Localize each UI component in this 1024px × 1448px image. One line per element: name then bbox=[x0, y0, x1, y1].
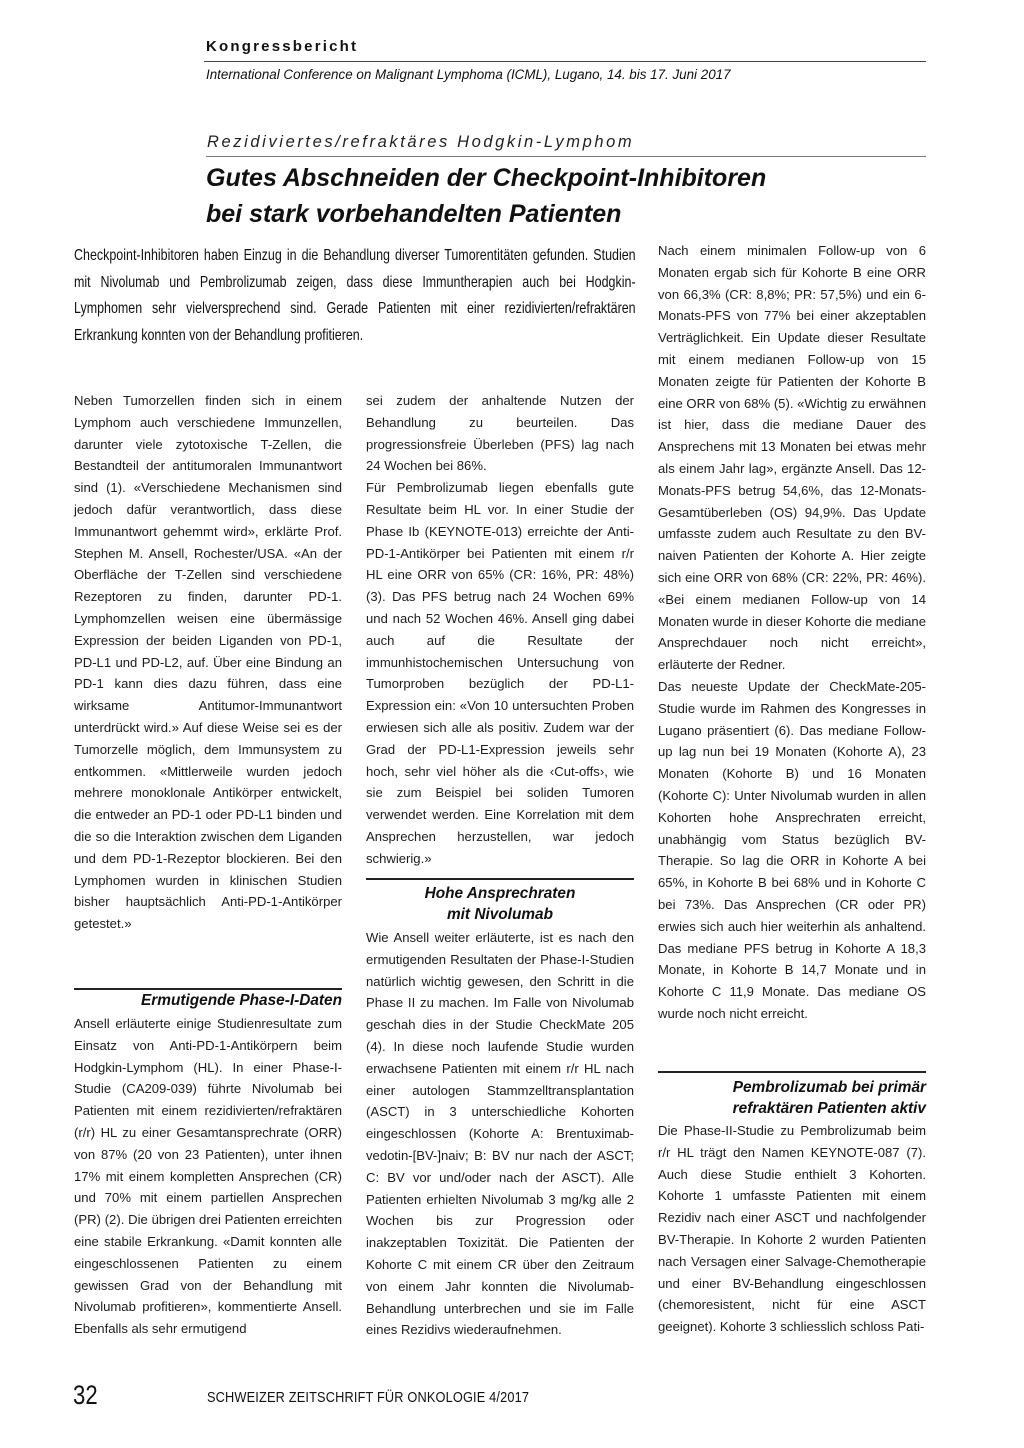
title-line-1: Gutes Abschneiden der Checkpoint-Inhibitoren bbox=[206, 164, 767, 192]
section-rule-2 bbox=[366, 878, 634, 880]
col3-paragraph-1: Nach einem minimalen Follow-up von 6 Monaten ergab sich für Kohorte B eine ORR von 66,3% (CR: 8,8%; PR: 57,5%) und ein 6-Monats-PFS von 77% bei einer akzeptablen Verträglichkeit. Ein Update dieser Resultate mit einem medianen Follow-up von 15 Monaten zeigte für Patienten der Kohorte B eine ORR von 68% (5). «Wichtig zu erwähnen ist hier, dass die mediane Dauer des Ansprechens mit 13 Monaten bei etwas mehr als einem Jahr lag», ergänzte Ansell. Das 12-Monats-PFS betrug 54,6%, das 12-Monats-Gesamtüberleben (OS) 94,9%. Das Update umfasste zudem auch Resultate zu den BV-naiven Patienten der Kohorte A. Hier zeigte sich eine ORR von 68% (CR: 22%, PR: 46%). «Bei einem medianen Follow-up von 14 Monaten wurde in dieser Kohorte die mediane Ansprechdauer noch nicht erreicht», erläuterte der Redner. bbox=[658, 243, 926, 673]
article-kicker: Rezidiviertes/refraktäres Hodgkin-Lymphom bbox=[207, 133, 635, 151]
column-2 bbox=[366, 390, 634, 870]
section-heading-nivolumab bbox=[366, 883, 634, 925]
page-number: 32 bbox=[73, 1380, 98, 1410]
col2-paragraph-1: sei zudem der anhaltende Nutzen der Behandlung zu beurteilen. Das progressionsfreie Überleben (PFS) lag nach 24 Wochen bei 86%. bbox=[366, 393, 634, 474]
conference-line: International Conference on Malignant Lymphoma (ICML), Lugano, 14. bis 17. Juni 2017 bbox=[206, 67, 731, 82]
col2-paragraph-3: Wie Ansell weiter erläuterte, ist es nach den ermutigenden Resultaten der Phase-I-Studien natürlich wichtig gewesen, den Schritt in die Phase II zu machen. Im Falle von Nivolumab geschah dies in der Studie CheckMate 205 (4). In diese noch laufende Studie wurden erwachsene Patienten mit einem r/r HL nach einer autologen Stammzelltransplantation (ASCT) in 3 unterschiedliche Kohorten eingeschlossen (Kohorte A: Brentuximab-vedotin-[BV-]naiv; B: BV nur nach der ASCT; C: BV vor und/oder nach der ASCT). Alle Patienten erhielten Nivolumab 3 mg/kg alle 2 Wochen bis zur Progression oder inakzeptablen Toxizität. Die Patienten der Kohorte C mit einem CR über den Zeitraum von einem Jahr konnten die Nivolumab-Behandlung unterbrechen und sie im Falle eines Rezidivs wiederaufnehmen. bbox=[366, 930, 634, 1338]
header-divider bbox=[204, 61, 926, 62]
heading-line-2: refraktären Patienten aktiv bbox=[732, 1100, 926, 1117]
section-heading-phase-1: Ermutigende Phase-I-Daten bbox=[141, 992, 342, 1009]
column-3 bbox=[658, 240, 926, 1025]
journal-name: SCHWEIZER ZEITSCHRIFT FÜR ONKOLOGIE 4/2017 bbox=[207, 1389, 530, 1406]
kicker-divider bbox=[206, 156, 926, 157]
heading-line-1: Pembrolizumab bei primär bbox=[732, 1079, 926, 1096]
heading-line-1: Hohe Ansprechraten bbox=[424, 885, 576, 902]
lead-text: Checkpoint-Inhibitoren haben Einzug in die Behandlung diverser Tumorentitäten gefunden. Studien mit Nivolumab und Pembrolizumab zeigen, dass diese Immuntherapien auch bei Hodgkin-Lymphomen sehr vielversprechend sind. Gerade Patienten mit einer rezidivierten/refraktären Erkrankung konnten von der Behandlung profitieren. bbox=[74, 247, 636, 344]
col3-paragraph-2: Das neueste Update der CheckMate-205-Studie wurde im Rahmen des Kongresses in Lugano präsentiert (6). Das mediane Follow-up lag nun bei 19 Monaten (Kohorte A), 23 Monaten (Kohorte B) und 16 Monaten (Kohorte C): Unter Nivolumab wurden in allen Kohorten hohe Ansprechraten erreicht, unabhängig vom Status bezüglich BV-Therapie. So lag die ORR in Kohorte A bei 65%, in Kohorte B bei 68% und in Kohorte C bei 73%. Das Ansprechen (CR oder PR) erwies sich auch hier weiterhin als anhaltend. Das mediane PFS betrug in Kohorte A 18,3 Monate, in Kohorte B 14,7 Monate und in Kohorte C 11,9 Monate. Das mediane OS wurde noch nicht erreicht. bbox=[658, 678, 926, 1021]
col2-paragraph-2: Für Pembrolizumab liegen ebenfalls gute Resultate beim HL vor. In einer Studie der Phase Ib (KEYNOTE-013) erreichte der Anti-PD-1-Antikörper bei Patienten mit einem r/r HL eine ORR von 65% (CR: 16%, PR: 48%) (3). Das PFS betrug nach 24 Wochen 69% und nach 52 Wochen 46%. Ansell ging dabei auch auf die Resultate der immunhistochemischen Untersuchung von Tumorproben bezüglich der PD-L1-Expression ein: «Von 10 untersuchten Proben erwiesen sich alle als positiv. Zudem war der Grad der PD-L1-Expression jeweils sehr hoch, sehr viel höher als die ‹Cut-offs›, wie sie zum Beispiel bei soliden Tumoren verwendet werden. Eine Korrelation mit dem Ansprechen herzustellen, war jedoch schwierig.» bbox=[366, 480, 634, 866]
article-lead bbox=[74, 243, 636, 349]
col1-paragraph-2: Ansell erläuterte einige Studienresultate zum Einsatz von Anti-PD-1-Antikörpern beim Hodgkin-Lymphom (HL). In einer Phase-I-Studie (CA209-039) führte Nivolumab bei Patienten mit einem rezidivierten/refraktären (r/r) HL zu einer Gesamtansprechrate (ORR) von 87% (20 von 23 Patienten), unter ihnen 17% mit einem kompletten Ansprechen (CR) und 70% mit einem partiellen Ansprechen (PR) (2). Die übrigen drei Patienten erreichten eine stabile Erkrankung. «Damit konnten alle eingeschlossenen Patienten zu einem gewissen Grad von der Behandlung mit Nivolumab profitieren», kommentierte Ansell. Ebenfalls als sehr ermutigend bbox=[74, 1016, 342, 1337]
running-section-title: Kongressbericht bbox=[206, 38, 359, 55]
heading-line-2: mit Nivolumab bbox=[446, 906, 554, 923]
article-title bbox=[206, 160, 926, 232]
section-heading-pembrolizumab bbox=[658, 1077, 926, 1119]
column-3-cont bbox=[658, 1120, 926, 1338]
column-2-cont bbox=[366, 927, 634, 1341]
col1-paragraph-1: Neben Tumorzellen finden sich in einem Lymphom auch verschiedene Immunzellen, darunter viele zytotoxische T-Zellen, die Bestandteil der antitumoralen Immunantwort sind (1). «Verschiedene Mechanismen sind jedoch dafür verantwortlich, dass diese Immunantwort gehemmt wird», erklärte Prof. Stephen M. Ansell, Rochester/USA. «An der Oberfläche der T-Zellen sind verschiedene Rezeptoren zu finden, darunter PD-1. Lymphomzellen weisen eine übermässige Expression der beiden Liganden von PD-1, PD-L1 und PD-L2, auf. Über eine Bindung an PD-1 kann dies dazu führen, dass eine wirksame Antitumor-Immunantwort unterdrückt wird.» Auf diese Weise sei es der Tumorzelle möglich, dem Immunsystem zu entkommen. «Mittlerweile wurden jedoch mehrere monoklonale Antikörper entwickelt, die entweder an PD-1 oder PD-L1 binden und die so die Interaktion zwischen dem Liganden und dem PD-1-Rezeptor blockieren. Bei den Lymphomen wurden in klinischen Studien bisher hauptsächlich Anti-PD-1-Antikörper getestet.» bbox=[74, 393, 342, 932]
column-1-cont bbox=[74, 1013, 342, 1340]
title-line-2: bei stark vorbehandelten Patienten bbox=[206, 200, 622, 228]
column-1 bbox=[74, 390, 342, 935]
section-rule-3 bbox=[658, 1071, 926, 1073]
col3-paragraph-3: Die Phase-II-Studie zu Pembrolizumab beim r/r HL trägt den Namen KEYNOTE-087 (7). Auch diese Studie enthielt 3 Kohorten. Kohorte 1 umfasste Patienten mit einem Rezidiv nach einer ASCT und nachfolgender BV-Therapie. In Kohorte 2 wurden Patienten nach Versagen einer Salvage-Chemotherapie und einer BV-Behandlung eingeschlossen (chemoresistent, nicht für eine ASCT geeignet). Kohorte 3 schliesslich schloss Pati- bbox=[658, 1123, 926, 1335]
